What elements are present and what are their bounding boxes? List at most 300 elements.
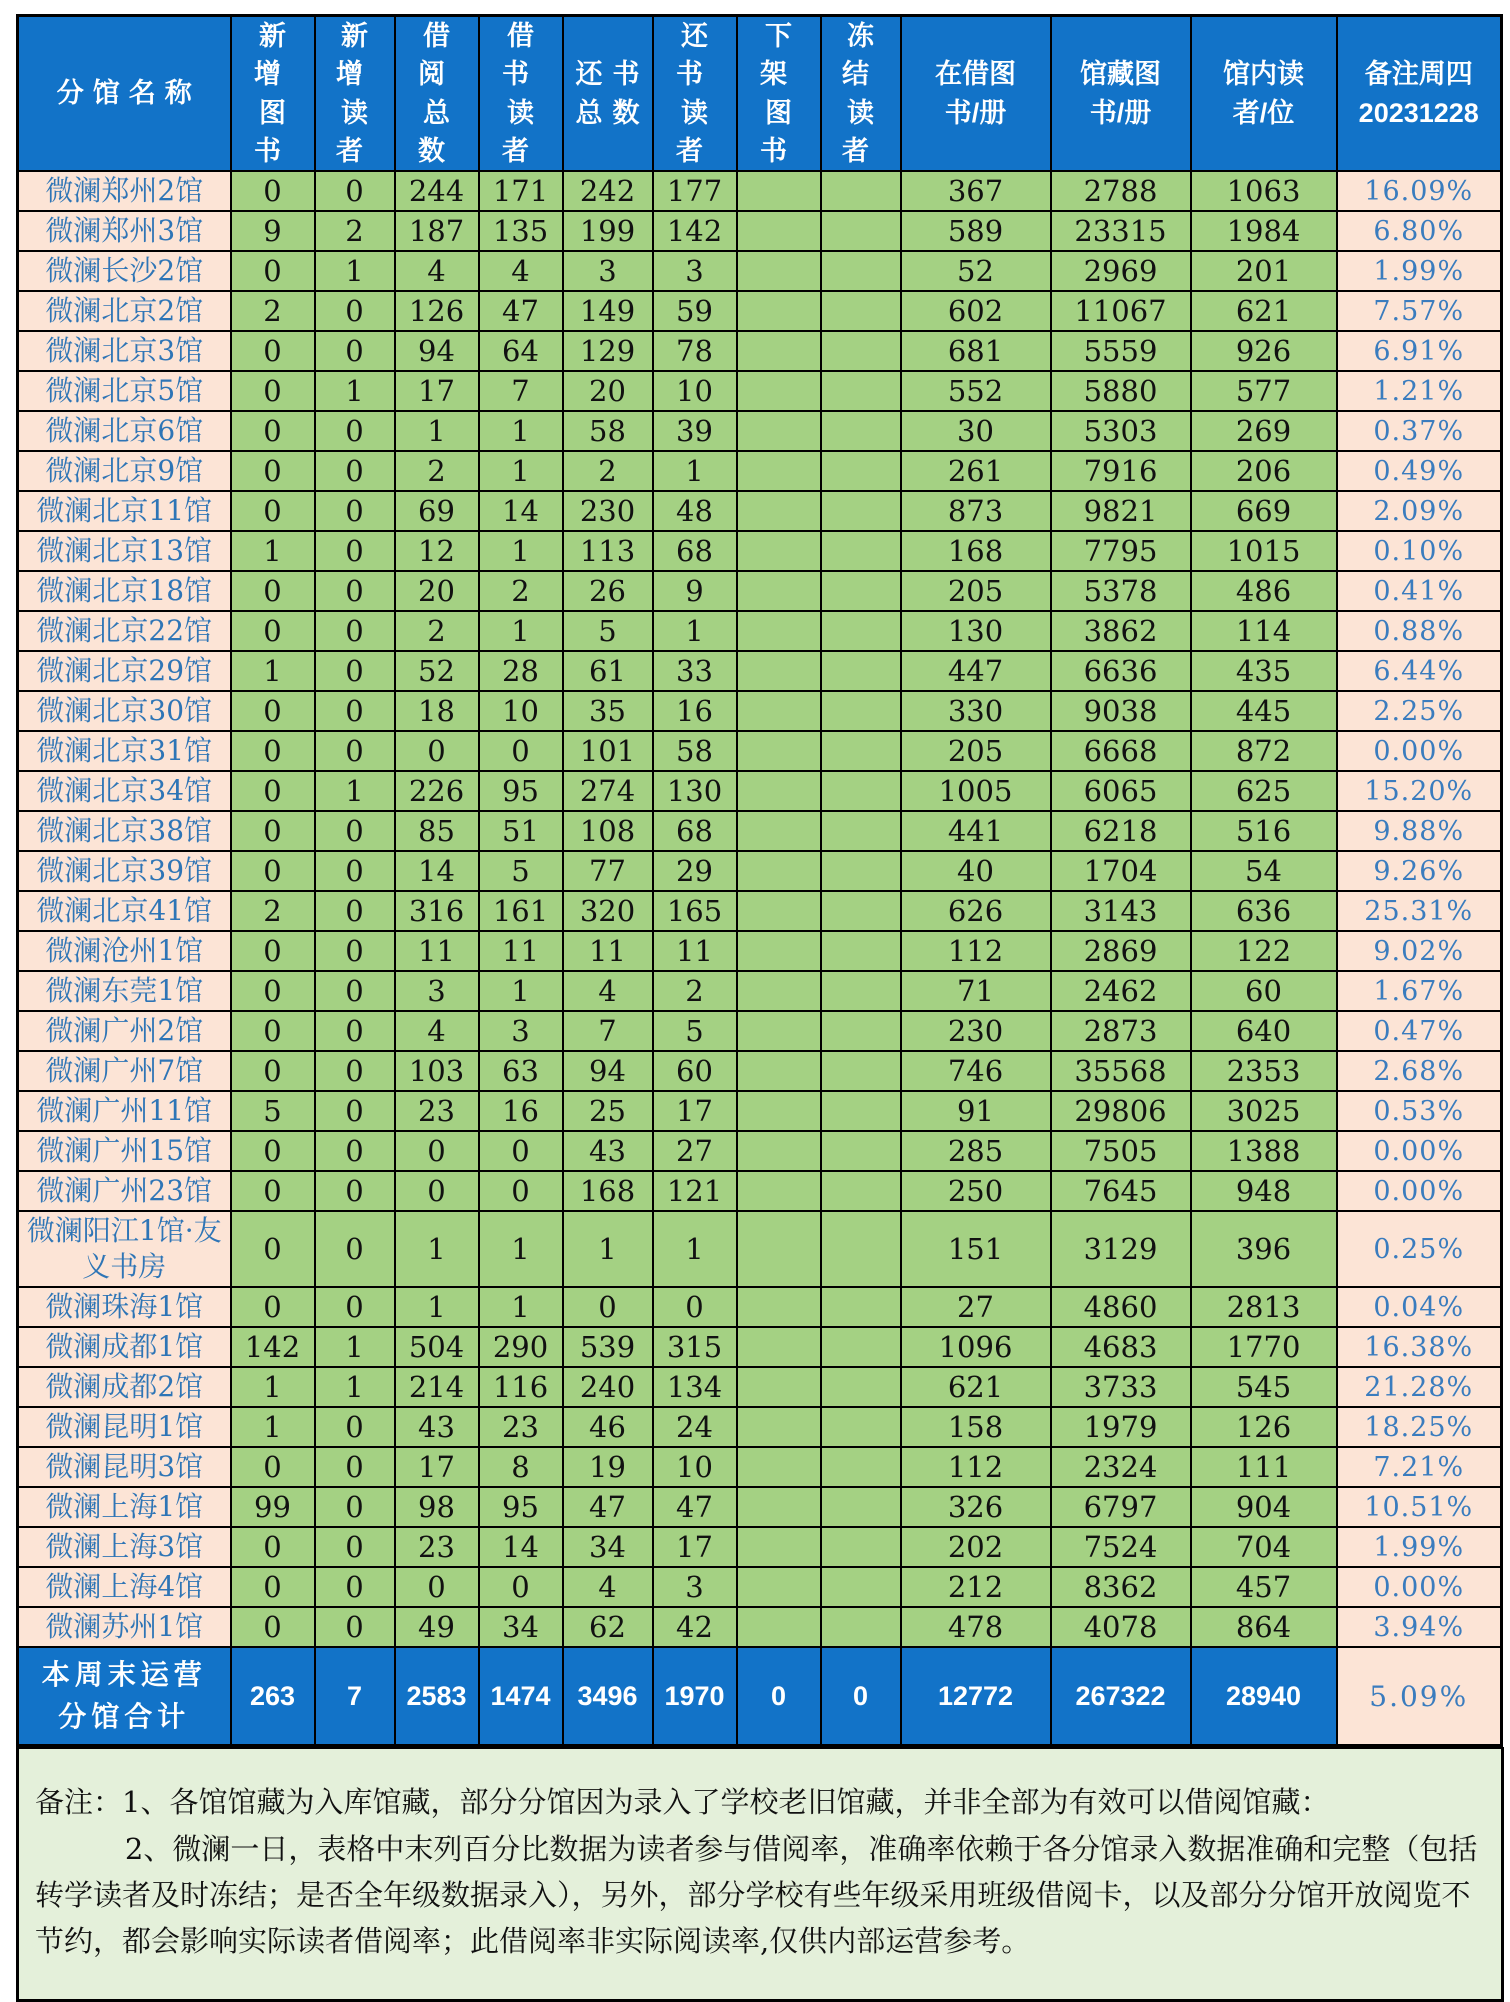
stat-cell: 290 <box>479 1327 563 1367</box>
stat-cell: 7524 <box>1051 1527 1191 1567</box>
stat-cell: 1979 <box>1051 1407 1191 1447</box>
stat-cell: 447 <box>901 651 1051 691</box>
stat-cell: 1388 <box>1191 1131 1337 1171</box>
stat-cell: 0 <box>315 1211 395 1287</box>
stat-cell: 29806 <box>1051 1091 1191 1131</box>
stat-cell: 168 <box>563 1171 653 1211</box>
stat-cell: 2353 <box>1191 1051 1337 1091</box>
stat-cell: 4 <box>395 251 479 291</box>
stat-cell: 8 <box>479 1447 563 1487</box>
stat-cell: 1015 <box>1191 531 1337 571</box>
stat-cell: 0 <box>315 1447 395 1487</box>
stat-cell: 77 <box>563 851 653 891</box>
stat-cell <box>821 771 901 811</box>
table-row <box>18 1567 1502 1607</box>
column-header-11: 馆内读 者/位 <box>1191 16 1337 172</box>
stat-cell: 478 <box>901 1607 1051 1647</box>
stat-cell: 4 <box>563 1567 653 1607</box>
stat-cell: 54 <box>1191 851 1337 891</box>
stat-cell: 63 <box>479 1051 563 1091</box>
branch-name: 微澜北京39馆 <box>18 851 231 891</box>
stat-cell: 626 <box>901 891 1051 931</box>
stat-cell: 11 <box>563 931 653 971</box>
stat-cell: 26 <box>563 571 653 611</box>
borrow-rate-cell: 0.41% <box>1337 571 1502 611</box>
stat-cell <box>821 171 901 211</box>
stat-cell: 205 <box>901 731 1051 771</box>
stat-cell: 5303 <box>1051 411 1191 451</box>
stat-cell: 1 <box>653 451 737 491</box>
column-header-12: 备注周四 20231228 <box>1337 16 1502 172</box>
stat-cell: 25 <box>563 1091 653 1131</box>
stat-cell: 134 <box>653 1367 737 1407</box>
stat-cell: 269 <box>1191 411 1337 451</box>
stat-cell: 116 <box>479 1367 563 1407</box>
total-row <box>18 1647 1502 1746</box>
total-stat-cell: 0 <box>737 1647 821 1746</box>
table-row <box>18 1091 1502 1131</box>
stat-cell: 316 <box>395 891 479 931</box>
stat-cell: 4 <box>479 251 563 291</box>
stat-cell <box>821 251 901 291</box>
stat-cell: 602 <box>901 291 1051 331</box>
stat-cell: 589 <box>901 211 1051 251</box>
stat-cell: 10 <box>653 1447 737 1487</box>
stat-cell: 0 <box>231 371 315 411</box>
stat-cell <box>737 811 821 851</box>
table-row <box>18 771 1502 811</box>
stat-cell <box>821 1051 901 1091</box>
stat-cell: 5 <box>653 1011 737 1051</box>
stat-cell: 161 <box>479 891 563 931</box>
stat-cell <box>737 1367 821 1407</box>
stat-cell: 17 <box>653 1527 737 1567</box>
stat-cell: 1096 <box>901 1327 1051 1367</box>
borrow-rate-cell: 7.21% <box>1337 1447 1502 1487</box>
stat-cell: 552 <box>901 371 1051 411</box>
stat-cell: 1 <box>231 651 315 691</box>
stat-cell: 4 <box>395 1011 479 1051</box>
branch-name: 微澜昆明1馆 <box>18 1407 231 1447</box>
stat-cell: 23 <box>395 1527 479 1567</box>
stat-cell: 151 <box>901 1211 1051 1287</box>
stat-cell: 40 <box>901 851 1051 891</box>
borrow-rate-cell: 0.37% <box>1337 411 1502 451</box>
stat-cell: 28 <box>479 651 563 691</box>
stat-cell <box>821 931 901 971</box>
branch-name: 微澜沧州1馆 <box>18 931 231 971</box>
stat-cell <box>821 691 901 731</box>
stat-cell: 3862 <box>1051 611 1191 651</box>
stat-cell: 3025 <box>1191 1091 1337 1131</box>
branch-name: 微澜北京31馆 <box>18 731 231 771</box>
stat-cell: 206 <box>1191 451 1337 491</box>
stat-cell <box>737 851 821 891</box>
stat-cell: 3 <box>479 1011 563 1051</box>
stat-cell: 0 <box>231 971 315 1011</box>
stat-cell: 14 <box>479 1527 563 1567</box>
stat-cell: 135 <box>479 211 563 251</box>
stat-cell: 1770 <box>1191 1327 1337 1367</box>
stat-cell: 625 <box>1191 771 1337 811</box>
stat-cell <box>821 411 901 451</box>
stat-cell <box>821 1567 901 1607</box>
stat-cell: 0 <box>231 1051 315 1091</box>
stat-cell: 0 <box>315 531 395 571</box>
table-row <box>18 611 1502 651</box>
stat-cell: 435 <box>1191 651 1337 691</box>
stat-cell: 577 <box>1191 371 1337 411</box>
stat-cell <box>737 651 821 691</box>
stat-cell <box>821 1527 901 1567</box>
stat-cell: 158 <box>901 1407 1051 1447</box>
stat-cell: 0 <box>231 451 315 491</box>
stat-cell: 10 <box>479 691 563 731</box>
stat-cell: 2788 <box>1051 171 1191 211</box>
stat-cell <box>821 1131 901 1171</box>
stat-cell: 0 <box>315 651 395 691</box>
stat-cell: 98 <box>395 1487 479 1527</box>
stat-cell <box>737 691 821 731</box>
stat-cell <box>821 571 901 611</box>
stat-cell: 1 <box>395 1211 479 1287</box>
stat-cell <box>821 611 901 651</box>
stat-cell: 78 <box>653 331 737 371</box>
stat-cell: 0 <box>315 811 395 851</box>
borrow-rate-cell: 2.09% <box>1337 491 1502 531</box>
table-row <box>18 1407 1502 1447</box>
stat-cell: 0 <box>231 171 315 211</box>
column-header-10: 馆藏图 书/册 <box>1051 16 1191 172</box>
stat-cell <box>821 211 901 251</box>
stat-cell: 165 <box>653 891 737 931</box>
stat-cell: 6065 <box>1051 771 1191 811</box>
stat-cell: 62 <box>563 1607 653 1647</box>
stat-cell: 9 <box>231 211 315 251</box>
branch-name: 微澜东莞1馆 <box>18 971 231 1011</box>
stat-cell: 205 <box>901 571 1051 611</box>
stat-cell: 1063 <box>1191 171 1337 211</box>
stat-cell: 27 <box>901 1287 1051 1327</box>
stat-cell: 7916 <box>1051 451 1191 491</box>
stat-cell: 7 <box>479 371 563 411</box>
stat-cell: 0 <box>315 1091 395 1131</box>
stat-cell: 226 <box>395 771 479 811</box>
stat-cell: 621 <box>1191 291 1337 331</box>
stat-cell <box>737 1011 821 1051</box>
stat-cell: 0 <box>479 731 563 771</box>
stat-cell: 24 <box>653 1407 737 1447</box>
stat-cell: 0 <box>315 451 395 491</box>
stat-cell: 68 <box>653 531 737 571</box>
stat-cell: 64 <box>479 331 563 371</box>
table-row <box>18 371 1502 411</box>
stat-cell: 129 <box>563 331 653 371</box>
column-header-5: 还书 总数 <box>563 16 653 172</box>
column-header-1: 新增 图书 <box>231 16 315 172</box>
branch-name: 微澜北京22馆 <box>18 611 231 651</box>
stat-cell: 0 <box>231 931 315 971</box>
borrow-rate-cell: 2.25% <box>1337 691 1502 731</box>
stat-cell: 5 <box>231 1091 315 1131</box>
stat-cell: 320 <box>563 891 653 931</box>
stat-cell: 0 <box>315 851 395 891</box>
stat-cell: 48 <box>653 491 737 531</box>
branch-stats-table <box>16 14 1503 1747</box>
stat-cell: 1 <box>315 1327 395 1367</box>
branch-name: 微澜苏州1馆 <box>18 1607 231 1647</box>
stat-cell: 3 <box>653 251 737 291</box>
stat-cell: 39 <box>653 411 737 451</box>
stat-cell: 7795 <box>1051 531 1191 571</box>
stat-cell: 240 <box>563 1367 653 1407</box>
stat-cell: 1 <box>563 1211 653 1287</box>
borrow-rate-cell: 1.99% <box>1337 1527 1502 1567</box>
stat-cell: 23 <box>395 1091 479 1131</box>
stat-cell: 0 <box>315 331 395 371</box>
stat-cell <box>737 1327 821 1367</box>
stat-cell <box>821 1011 901 1051</box>
table-row <box>18 1171 1502 1211</box>
stat-cell: 1 <box>479 451 563 491</box>
stat-cell: 621 <box>901 1367 1051 1407</box>
borrow-rate-cell: 16.38% <box>1337 1327 1502 1367</box>
stat-cell <box>821 1091 901 1131</box>
stat-cell: 486 <box>1191 571 1337 611</box>
table-row <box>18 971 1502 1011</box>
stat-cell: 636 <box>1191 891 1337 931</box>
stat-cell: 6668 <box>1051 731 1191 771</box>
stat-cell: 0 <box>231 771 315 811</box>
borrow-rate-cell: 18.25% <box>1337 1407 1502 1447</box>
stat-cell <box>821 651 901 691</box>
stat-cell <box>737 1091 821 1131</box>
stat-cell <box>737 171 821 211</box>
stat-cell: 0 <box>231 611 315 651</box>
branch-name: 微澜北京13馆 <box>18 531 231 571</box>
stat-cell: 1005 <box>901 771 1051 811</box>
stat-cell: 0 <box>231 1607 315 1647</box>
stat-cell: 4860 <box>1051 1287 1191 1327</box>
borrow-rate-cell: 15.20% <box>1337 771 1502 811</box>
stat-cell: 30 <box>901 411 1051 451</box>
stat-cell: 212 <box>901 1567 1051 1607</box>
stat-cell: 3 <box>395 971 479 1011</box>
borrow-rate-cell: 21.28% <box>1337 1367 1502 1407</box>
column-header-4: 借书 读者 <box>479 16 563 172</box>
branch-name: 微澜成都1馆 <box>18 1327 231 1367</box>
stat-cell: 2 <box>395 451 479 491</box>
stat-cell <box>821 1607 901 1647</box>
stat-cell: 640 <box>1191 1011 1337 1051</box>
stat-cell <box>737 411 821 451</box>
column-header-8: 冻结 读者 <box>821 16 901 172</box>
stat-cell: 0 <box>479 1171 563 1211</box>
borrow-rate-cell: 0.53% <box>1337 1091 1502 1131</box>
branch-name: 微澜广州15馆 <box>18 1131 231 1171</box>
table-row <box>18 1487 1502 1527</box>
stat-cell: 1 <box>395 1287 479 1327</box>
stat-cell: 1 <box>653 1211 737 1287</box>
borrow-rate-cell: 0.10% <box>1337 531 1502 571</box>
stat-cell: 7645 <box>1051 1171 1191 1211</box>
stat-cell: 14 <box>395 851 479 891</box>
table-row <box>18 1447 1502 1487</box>
stat-cell: 0 <box>315 971 395 1011</box>
borrow-rate-cell: 7.57% <box>1337 291 1502 331</box>
stat-cell: 2 <box>479 571 563 611</box>
stat-cell: 8362 <box>1051 1567 1191 1607</box>
stat-cell: 261 <box>901 451 1051 491</box>
borrow-rate-cell: 10.51% <box>1337 1487 1502 1527</box>
stat-cell: 746 <box>901 1051 1051 1091</box>
stat-cell <box>737 1487 821 1527</box>
stat-cell <box>737 1607 821 1647</box>
stat-cell: 11 <box>479 931 563 971</box>
stat-cell: 2324 <box>1051 1447 1191 1487</box>
borrow-rate-cell: 0.04% <box>1337 1287 1502 1327</box>
stat-cell <box>737 1051 821 1091</box>
stat-cell: 504 <box>395 1327 479 1367</box>
stat-cell: 3143 <box>1051 891 1191 931</box>
stat-cell: 0 <box>231 731 315 771</box>
stat-cell <box>737 571 821 611</box>
branch-name: 微澜成都2馆 <box>18 1367 231 1407</box>
total-stat-cell: 1474 <box>479 1647 563 1746</box>
stat-cell: 539 <box>563 1327 653 1367</box>
branch-name: 微澜阳江1馆·友义书房 <box>18 1211 231 1287</box>
stat-cell: 545 <box>1191 1367 1337 1407</box>
stat-cell: 0 <box>315 1051 395 1091</box>
branch-name: 微澜北京38馆 <box>18 811 231 851</box>
borrow-rate-cell: 0.00% <box>1337 1171 1502 1211</box>
stat-cell: 2462 <box>1051 971 1191 1011</box>
table-row <box>18 731 1502 771</box>
stat-cell: 95 <box>479 1487 563 1527</box>
stat-cell: 34 <box>479 1607 563 1647</box>
stat-cell: 4683 <box>1051 1327 1191 1367</box>
stat-cell: 2 <box>563 451 653 491</box>
stat-cell: 367 <box>901 171 1051 211</box>
borrow-rate-cell: 6.91% <box>1337 331 1502 371</box>
stat-cell <box>737 291 821 331</box>
stat-cell: 396 <box>1191 1211 1337 1287</box>
table-row <box>18 1327 1502 1367</box>
stat-cell: 0 <box>315 931 395 971</box>
stat-cell: 0 <box>231 331 315 371</box>
branch-name: 微澜广州23馆 <box>18 1171 231 1211</box>
stat-cell: 43 <box>563 1131 653 1171</box>
stat-cell: 61 <box>563 651 653 691</box>
branch-name: 微澜北京2馆 <box>18 291 231 331</box>
stat-cell: 11 <box>395 931 479 971</box>
total-stat-cell: 3496 <box>563 1647 653 1746</box>
stat-cell: 112 <box>901 931 1051 971</box>
branch-name: 微澜北京6馆 <box>18 411 231 451</box>
table-row <box>18 1287 1502 1327</box>
stat-cell <box>821 491 901 531</box>
stat-cell: 681 <box>901 331 1051 371</box>
stat-cell: 59 <box>653 291 737 331</box>
stat-cell: 34 <box>563 1527 653 1567</box>
borrow-rate-cell: 0.49% <box>1337 451 1502 491</box>
stat-cell: 52 <box>901 251 1051 291</box>
total-stat-cell: 263 <box>231 1647 315 1746</box>
stat-cell: 1 <box>479 411 563 451</box>
stat-cell: 60 <box>1191 971 1337 1011</box>
stat-cell: 46 <box>563 1407 653 1447</box>
borrow-rate-cell: 9.02% <box>1337 931 1502 971</box>
stat-cell: 168 <box>901 531 1051 571</box>
table-row <box>18 211 1502 251</box>
stat-cell: 68 <box>653 811 737 851</box>
total-stat-cell: 12772 <box>901 1647 1051 1746</box>
stat-cell: 0 <box>231 571 315 611</box>
stat-cell: 27 <box>653 1131 737 1171</box>
column-header-9: 在借图 书/册 <box>901 16 1051 172</box>
branch-name: 微澜北京41馆 <box>18 891 231 931</box>
stat-cell: 94 <box>395 331 479 371</box>
stat-cell: 0 <box>231 1447 315 1487</box>
stat-cell: 2813 <box>1191 1287 1337 1327</box>
stat-cell: 71 <box>901 971 1051 1011</box>
stat-cell: 7505 <box>1051 1131 1191 1171</box>
stat-cell: 1 <box>395 411 479 451</box>
stat-cell: 0 <box>315 691 395 731</box>
stat-cell: 0 <box>315 1407 395 1447</box>
stat-cell: 0 <box>315 291 395 331</box>
branch-name: 微澜郑州2馆 <box>18 171 231 211</box>
stat-cell: 0 <box>315 1607 395 1647</box>
stat-cell: 112 <box>901 1447 1051 1487</box>
stat-cell: 171 <box>479 171 563 211</box>
stat-cell: 85 <box>395 811 479 851</box>
stat-cell: 0 <box>231 691 315 731</box>
stat-cell: 99 <box>231 1487 315 1527</box>
stat-cell <box>821 811 901 851</box>
stat-cell: 0 <box>231 1011 315 1051</box>
table-row <box>18 891 1502 931</box>
stat-cell <box>821 891 901 931</box>
branch-name: 微澜郑州3馆 <box>18 211 231 251</box>
branch-name: 微澜长沙2馆 <box>18 251 231 291</box>
stat-cell: 0 <box>231 851 315 891</box>
stat-cell: 4078 <box>1051 1607 1191 1647</box>
stat-cell: 0 <box>315 1527 395 1567</box>
table-row <box>18 931 1502 971</box>
stat-cell: 948 <box>1191 1171 1337 1211</box>
stat-cell: 0 <box>231 251 315 291</box>
stat-cell: 244 <box>395 171 479 211</box>
stat-cell <box>737 1527 821 1567</box>
stat-cell: 230 <box>563 491 653 531</box>
stat-cell: 0 <box>315 891 395 931</box>
stat-cell <box>737 451 821 491</box>
stat-cell <box>821 1367 901 1407</box>
stat-cell: 0 <box>231 1131 315 1171</box>
column-header-7: 下架 图书 <box>737 16 821 172</box>
note-line-2: 2、微澜一日，表格中末列百分比数据为读者参与借阅率，准确率依赖于各分馆录入数据准确和完整（包括转学读者及时冻结；是否全年级数据录入），另外，部分学校有些年级采用班级借阅卡，以及部分分馆开放阅览不节约，都会影响实际读者借阅率；此借阅率非实际阅读率,仅供内部运营参考。 <box>35 1831 1478 1959</box>
stat-cell: 20 <box>395 571 479 611</box>
stat-cell: 9 <box>653 571 737 611</box>
stat-cell: 23 <box>479 1407 563 1447</box>
stat-cell: 0 <box>231 411 315 451</box>
stat-cell: 10 <box>653 371 737 411</box>
stat-cell <box>821 1447 901 1487</box>
borrow-rate-cell: 1.99% <box>1337 251 1502 291</box>
stat-cell <box>737 371 821 411</box>
stat-cell: 0 <box>315 1171 395 1211</box>
